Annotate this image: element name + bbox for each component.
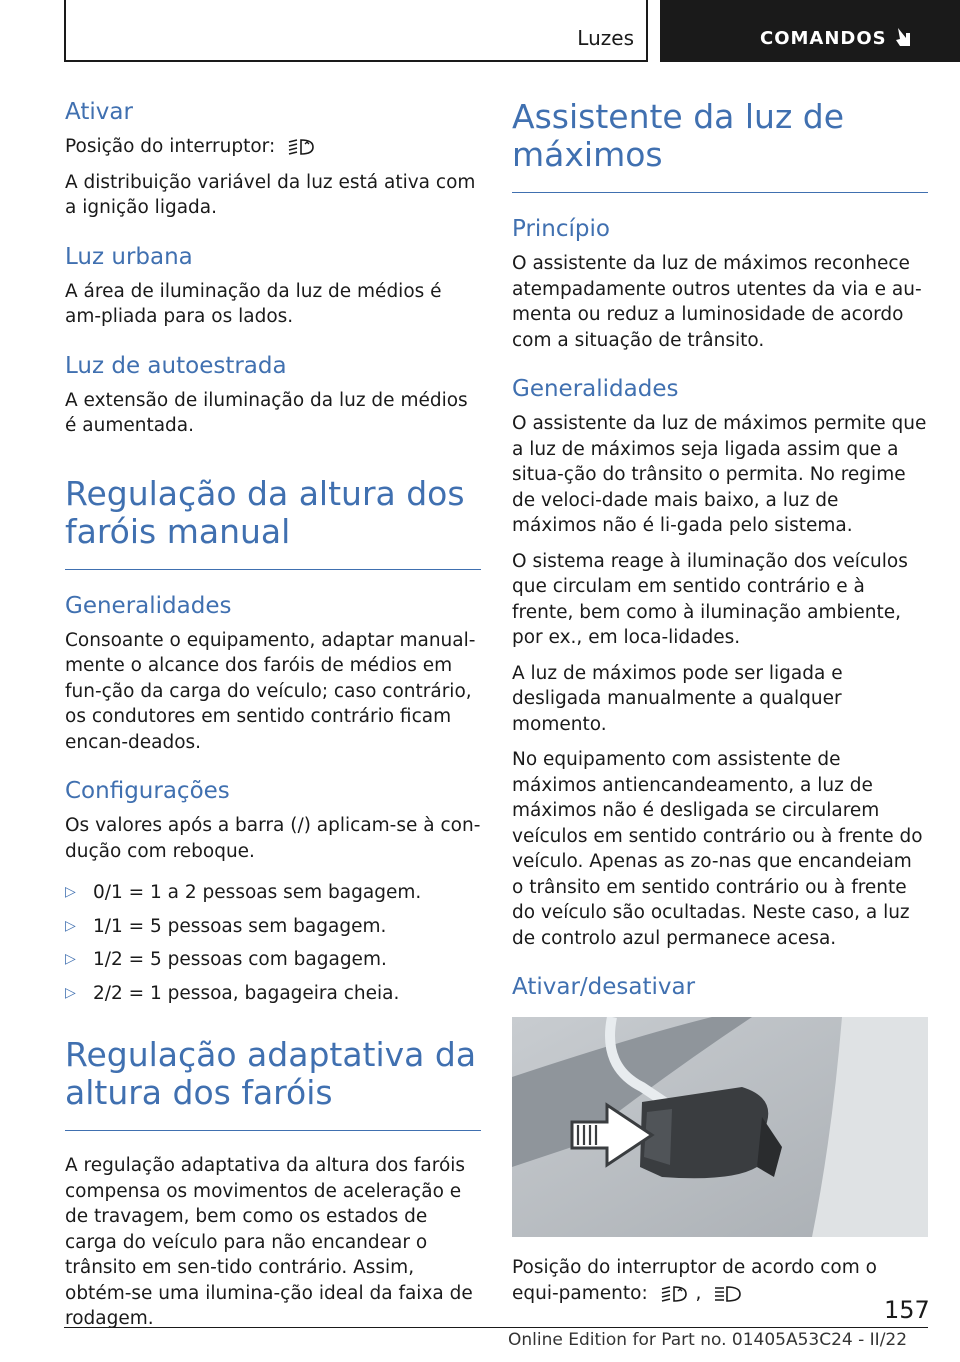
assistente-heading: Assistente da luz de máximos [512, 97, 845, 174]
footer-edition: Online Edition for Part no. 01405A53C24 - II/22 [508, 1330, 908, 1350]
high-beam-icon [713, 1283, 743, 1305]
urbana-heading: Luz urbana [65, 243, 193, 270]
light-switch-photo [512, 1017, 928, 1237]
configuracoes-heading: Configurações [65, 778, 230, 804]
triangle-bullet-icon: ▷ [65, 984, 76, 1001]
autoestrada-text: A extensão de iluminação da luz de médios é aumentada. [65, 389, 468, 436]
switch-caption: Posição do interruptor de acordo com o equi-pamento: , [512, 1257, 877, 1304]
list-item: ▷ 2/2 = 1 pessoa, bagageira cheia. [65, 981, 481, 1007]
generalidades-heading: Generalidades [65, 592, 232, 619]
ativar-heading: Ativar [65, 99, 133, 125]
urbana-text: A área de iluminação da luz de médios é am-pliada para os lados. [65, 280, 442, 327]
header-section: Luzes [577, 26, 634, 50]
section-rule [65, 569, 481, 570]
list-item: ▷ 1/1 = 5 pessoas sem bagagem. [65, 914, 481, 940]
configuracoes-text: Os valores após a barra (/) aplicam-se à con-dução com reboque. [65, 815, 481, 862]
ativar-switch-text: Posição do interruptor: [65, 134, 481, 160]
adaptive-light-icon [660, 1283, 690, 1305]
ativar-text: A distribuição variável da luz está ativa com a ignição ligada. [65, 171, 476, 218]
right-column [512, 98, 928, 1316]
hand-pointer-icon [892, 24, 918, 50]
triangle-bullet-icon: ▷ [65, 884, 76, 900]
generalidades-p1: O assistente da luz de máximos permite que a luz de máximos seja ligada assim que a situa-ção do trânsito o permita. No regime de veloci-dade mais baixo, a luz de máximos não é li-gada pelo sistema. [512, 413, 927, 536]
principio-heading: Princípio [512, 216, 610, 242]
adaptive-heading: Regulação adaptativa da altura dos faróis [65, 1035, 477, 1112]
page-number: 157 [884, 1296, 930, 1324]
header-chapter-label: COMANDOS [760, 28, 887, 49]
section-rule [65, 1130, 481, 1131]
generalidades-p3: A luz de máximos pode ser ligada e desligada manualmente a qualquer momento. [512, 662, 843, 735]
principio-text: O assistente da luz de máximos reconhece atempadamente outros utentes da via e au-menta ou reduz a luminosidade de acordo com a situação de trânsito. [512, 253, 922, 351]
ativar-desativar-heading: Ativar/desativar [512, 974, 696, 1000]
generalidades-p2: O sistema reage à iluminação dos veículos que circulam em sentido contrário e à frente, bem como à iluminação ambiente, por ex., em loca-lidades. [512, 550, 908, 648]
triangle-bullet-icon: ▷ [65, 917, 76, 934]
section-rule [512, 192, 928, 193]
triangle-bullet-icon: ▷ [65, 951, 76, 967]
caption-separator: , [695, 1282, 702, 1304]
footer-rule [64, 1327, 928, 1328]
generalidades-p4: No equipamento com assistente de máximos antiencandeamento, a luz de máximos não é desligada se circularem veículos em sentido contrário ou à frente do veículo. Apenas as zo-nas que encandeiam o trânsito em sentido contrário ou à frente do veículo são ocultadas. Neste caso, a luz de controlo azul permanece acesa. [512, 749, 923, 949]
generalidades-text: Consoante o equipamento, adaptar manual-mente o alcance dos faróis de médios em fun-ção da carga do veículo; caso contrário, os condutores em sentido contrário ficam encan-deados. [65, 629, 476, 753]
header-frame [64, 0, 648, 62]
header-chapter-tab [660, 0, 960, 62]
list-item: ▷ 0/1 = 1 a 2 pessoas sem bagagem. [65, 880, 481, 906]
list-item: ▷ 1/2 = 5 pessoas com bagagem. [65, 947, 481, 973]
left-column [65, 98, 481, 1342]
generalidades-heading: Generalidades [512, 376, 679, 402]
autoestrada-heading: Luz de autoestrada [65, 352, 287, 379]
manual-heading: Regulação da altura dos faróis manual [65, 473, 465, 551]
adaptive-text: A regulação adaptativa da altura dos faróis compensa os movimentos de aceleração e de travagem, bem como os estados de carga do veículo para não encandear o trânsito em sen-tido contrário. Assim, obtém-se uma ilumina-ção ideal da faixa de rodagem. [65, 1155, 473, 1329]
adaptive-light-icon [287, 136, 317, 158]
